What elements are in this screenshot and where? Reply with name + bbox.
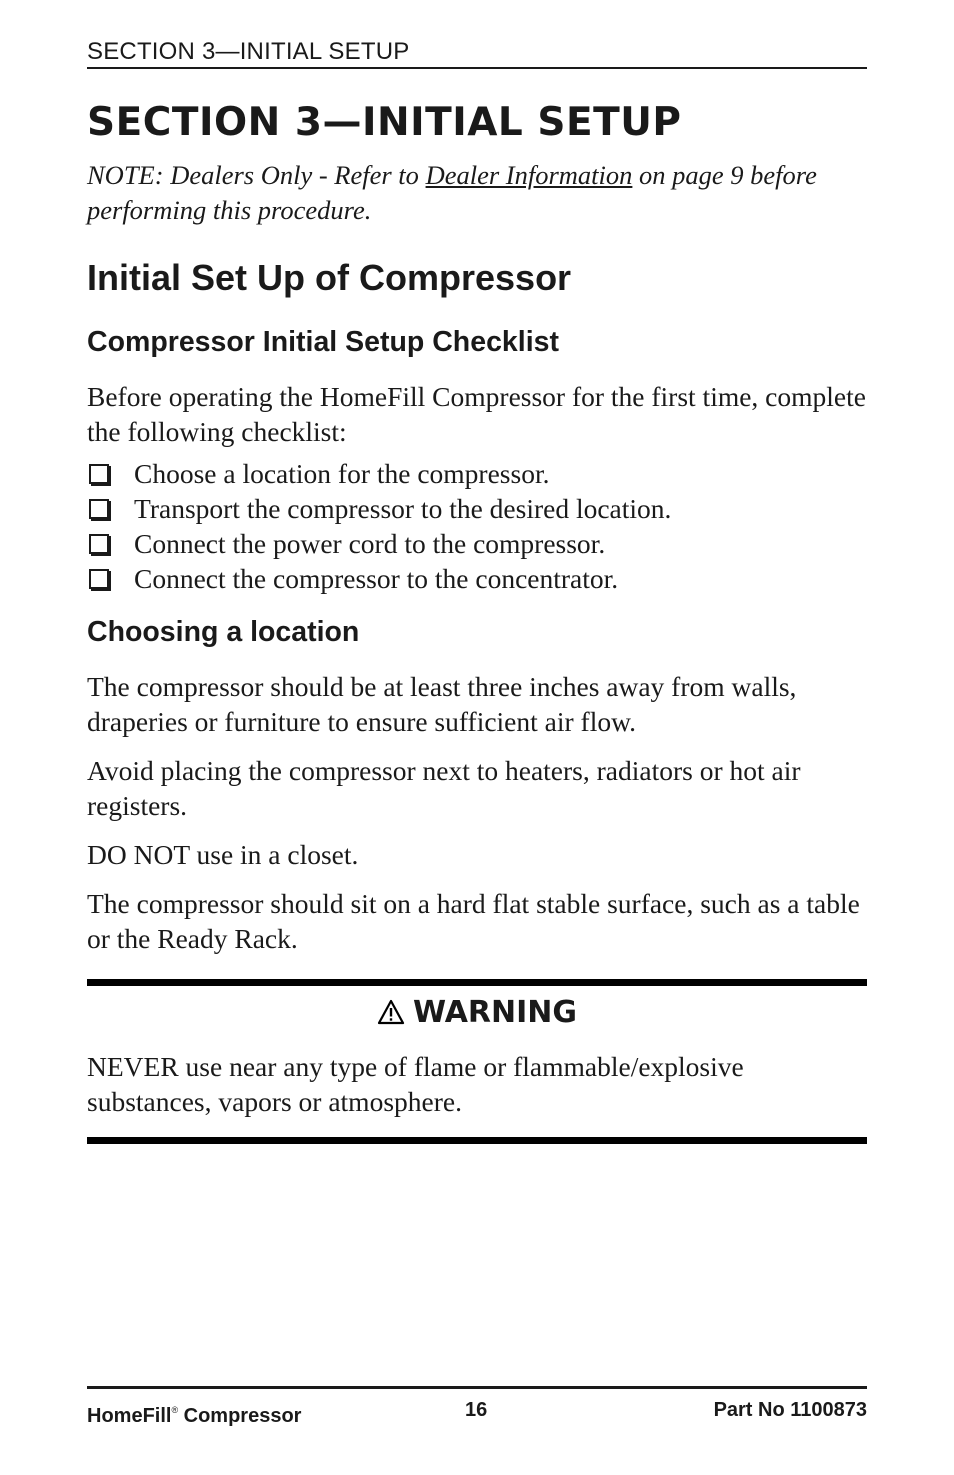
- warning-heading: [87, 993, 867, 1033]
- note-prefix: NOTE: Dealers Only - Refer to: [87, 160, 426, 190]
- warning-triangle-icon: [377, 999, 405, 1025]
- setup-checklist: [87, 456, 867, 596]
- initial-setup-heading: Initial Set Up of Compressor: [87, 257, 572, 298]
- checkbox-icon[interactable]: [89, 499, 109, 519]
- location-heading: Choosing a location: [87, 616, 360, 648]
- checklist-item-text: Connect the power cord to the compressor.: [134, 527, 606, 559]
- section-title: SECTION 3—INITIAL SETUP: [87, 100, 682, 145]
- part-number: Part No 1100873: [713, 1399, 867, 1421]
- warning-bottom-rule: [87, 1137, 867, 1144]
- checkbox-icon[interactable]: [89, 534, 109, 554]
- checkbox-icon[interactable]: [89, 569, 109, 589]
- warning-title: WARNING: [412, 995, 578, 1030]
- checklist-item-text: Choose a location for the compressor.: [134, 457, 550, 489]
- checklist-item: [87, 491, 867, 526]
- location-paragraph: DO NOT use in a closet.: [87, 839, 359, 870]
- checklist-heading: Compressor Initial Setup Checklist: [87, 326, 559, 358]
- checklist-item-text: Transport the compressor to the desired location.: [134, 492, 672, 524]
- warning-text: NEVER use near any type of flame or flammable/explosive substances, vapors or atmosphere.: [87, 1051, 744, 1117]
- checklist-item-text: Connect the compressor to the concentrator.: [134, 562, 619, 594]
- location-paragraph: Avoid placing the compressor next to heaters, radiators or hot air registers.: [87, 755, 801, 821]
- checklist-item: [87, 526, 867, 561]
- page-footer: [87, 1396, 867, 1427]
- checklist-intro: Before operating the HomeFill Compressor for the first time, complete the following checklist:: [87, 381, 866, 447]
- location-paragraph: The compressor should sit on a hard flat stable surface, such as a table or the Ready Rack.: [87, 888, 860, 954]
- page-number: 16: [465, 1399, 488, 1421]
- registered-mark: ®: [171, 1405, 179, 1415]
- checklist-item: [87, 456, 867, 491]
- footer-product: HomeFill® Compressor: [87, 1405, 302, 1427]
- dealer-information-link[interactable]: Dealer Information: [425, 160, 633, 190]
- dealer-note: [87, 158, 867, 228]
- header-rule: [87, 67, 867, 69]
- footer-rule: [87, 1386, 867, 1389]
- warning-top-rule: [87, 979, 867, 986]
- checkbox-icon[interactable]: [89, 464, 109, 484]
- note-suffix: on page 9 before performing this procedure.: [87, 160, 817, 225]
- running-header: SECTION 3—INITIAL SETUP: [87, 38, 410, 65]
- checklist-item: [87, 561, 867, 596]
- location-paragraph: The compressor should be at least three inches away from walls, draperies or furniture to ensure sufficient air flow.: [87, 671, 797, 737]
